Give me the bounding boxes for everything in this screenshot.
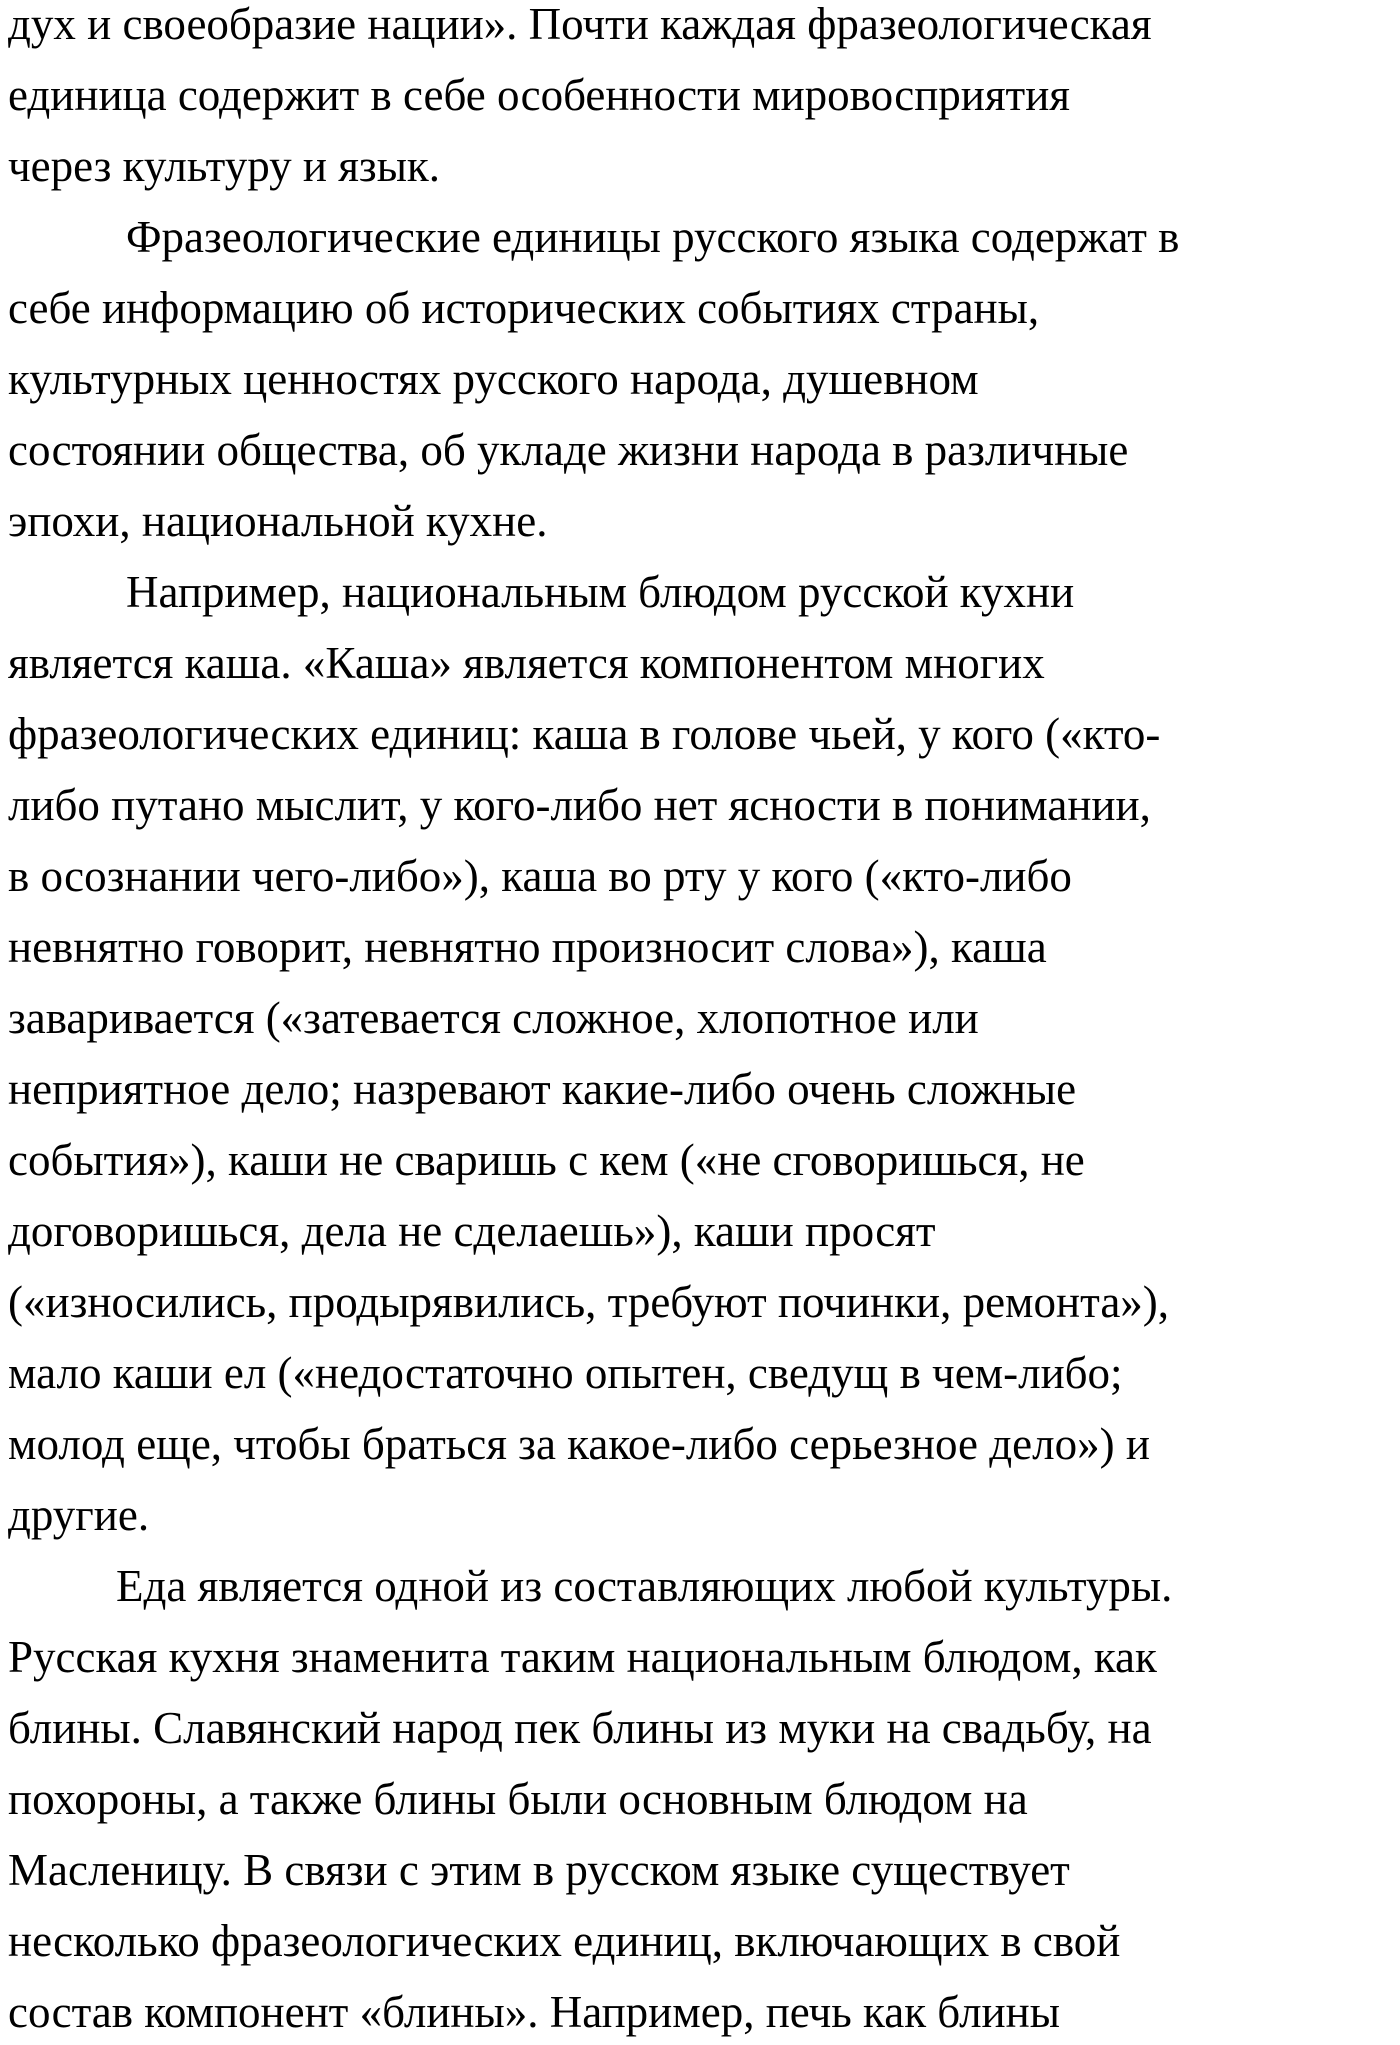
- text-line: культурных ценностях русского народа, душевном: [8, 354, 979, 404]
- text-line: блины. Славянский народ пек блины из муки на свадьбу, на: [8, 1703, 1152, 1753]
- text-line: дух и своеобразие нации». Почти каждая фразеологическая: [8, 0, 1152, 49]
- text-line: договоришься, дела не сделаешь»), каши просят: [8, 1206, 936, 1256]
- text-line: Еда является одной из составляющих любой культуры.: [116, 1561, 1173, 1611]
- text-line: несколько фразеологических единиц, включающих в свой: [8, 1916, 1121, 1966]
- text-line: либо путано мыслит, у кого-либо нет ясности в понимании,: [8, 780, 1151, 830]
- text-line: невнятно говорит, невнятно произносит слова»), каша: [8, 922, 1047, 972]
- text-line: мало каши ел («недостаточно опытен, сведущ в чем-либо;: [8, 1348, 1123, 1398]
- text-line: Фразеологические единицы русского языка содержат в: [126, 212, 1180, 262]
- text-line: заваривается («затевается сложное, хлопотное или: [8, 993, 979, 1043]
- text-line: Масленицу. В связи с этим в русском языке существует: [8, 1845, 1070, 1895]
- text-line: состоянии общества, об укладе жизни народа в различные: [8, 425, 1129, 475]
- text-line: («износились, продырявились, требуют починки, ремонта»),: [8, 1277, 1170, 1327]
- text-line: себе информацию об исторических событиях страны,: [8, 283, 1040, 333]
- text-line: эпохи, национальной кухне.: [8, 496, 548, 546]
- text-line: Русская кухня знаменита таким национальным блюдом, как: [8, 1632, 1157, 1682]
- text-line: фразеологических единиц: каша в голове чьей, у кого («кто-: [8, 709, 1161, 759]
- text-line: состав компонент «блины». Например, печь как блины: [8, 1987, 1060, 2037]
- text-line: события»), каши не сваришь с кем («не сговоришься, не: [8, 1135, 1085, 1185]
- text-line: неприятное дело; назревают какие-либо очень сложные: [8, 1064, 1077, 1114]
- text-line: через культуру и язык.: [8, 141, 441, 191]
- text-line: является каша. «Каша» является компонентом многих: [8, 638, 1045, 688]
- text-line: Например, национальным блюдом русской кухни: [126, 567, 1075, 617]
- text-line: похороны, а также блины были основным блюдом на: [8, 1774, 1028, 1824]
- text-line: молод еще, чтобы браться за какое-либо серьезное дело») и: [8, 1419, 1150, 1469]
- text-line: единица содержит в себе особенности мировосприятия: [8, 70, 1071, 120]
- text-line: другие.: [8, 1490, 150, 1540]
- text-line: в осознании чего-либо»), каша во рту у кого («кто-либо: [8, 851, 1072, 901]
